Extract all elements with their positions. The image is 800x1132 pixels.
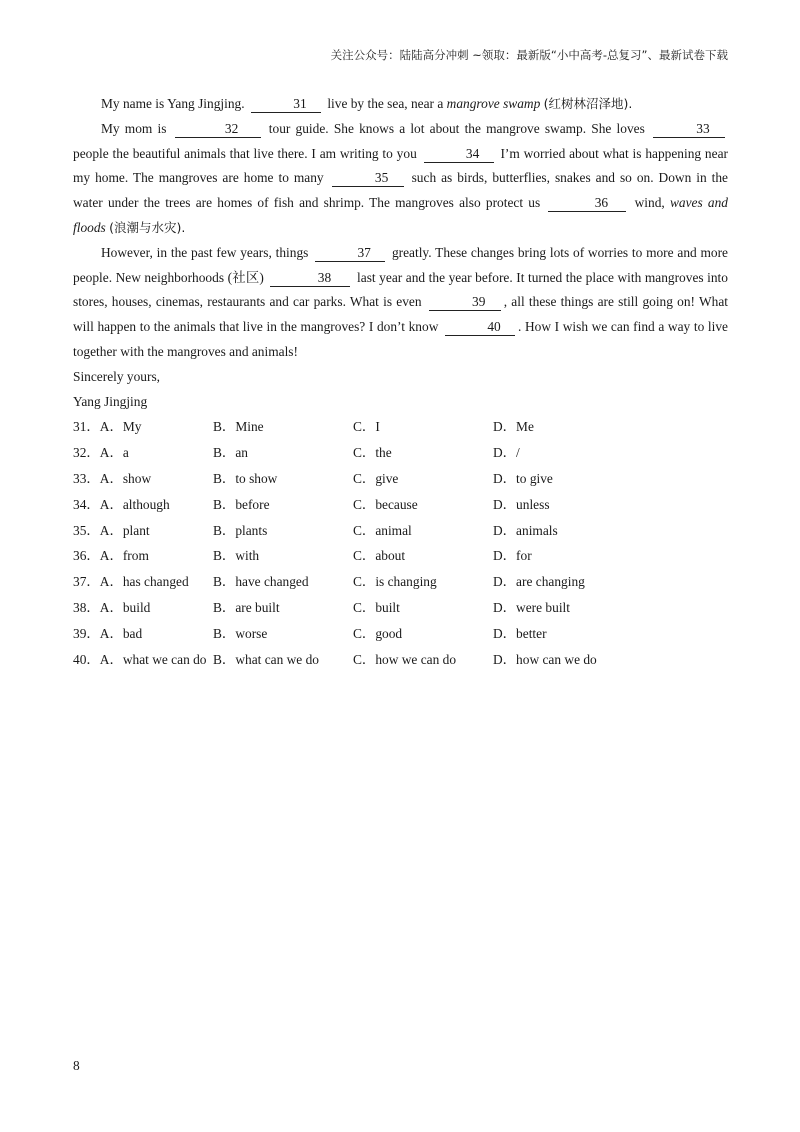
text: However, in the past few years, things (101, 244, 309, 260)
blank-33: 33 (653, 121, 725, 138)
option-c: C．the (353, 444, 392, 460)
question-row (73, 621, 733, 647)
paragraph-1 (73, 92, 728, 117)
text: such as birds, butterflies, snakes and so on. Down in the water under the trees are homes of fish and shrimp. The mangroves also protect us (73, 170, 728, 211)
option-a: 31．A．My (73, 419, 142, 434)
option-d: D．how can we do (493, 652, 597, 668)
passage (73, 92, 728, 414)
option-c: C．about (353, 548, 406, 564)
option-c: C．give (353, 470, 399, 486)
text: tour guide. She knows a lot about the mangrove swamp. She loves (268, 120, 645, 136)
option-b: B．worse (213, 626, 268, 642)
blank-34: 34 (424, 146, 494, 163)
option-c: C．because (353, 496, 418, 512)
blank-39: 39 (429, 294, 501, 311)
option-d: D．better (493, 626, 547, 642)
option-c: C．how we can do (353, 652, 457, 668)
question-row (73, 543, 733, 569)
option-b: B．what can we do (213, 652, 319, 668)
option-a: 34．A．although (73, 496, 170, 512)
blank-37: 37 (315, 245, 385, 262)
text: , all these things are still going on! What will happen to the animals that live in the mangroves? I don’t know (73, 294, 728, 335)
option-d: D．were built (493, 600, 570, 616)
paragraph-2 (73, 117, 728, 241)
option-a: 39．A．bad (73, 626, 143, 642)
option-b: B．to show (213, 470, 278, 486)
question-row (73, 466, 733, 492)
option-c: C．good (353, 626, 403, 642)
option-a: 40．A．what we can do (73, 652, 207, 668)
option-b: B．with (213, 548, 260, 564)
option-a: 38．A．build (73, 600, 151, 616)
text: people the beautiful animals that live there. I am writing to you (73, 145, 417, 161)
option-a: 35．A．plant (73, 522, 150, 538)
option-d: D．Me (493, 419, 534, 434)
options-list (73, 414, 733, 673)
question-row (73, 569, 733, 595)
text: My mom is (101, 120, 167, 136)
blank-36: 36 (548, 195, 626, 212)
paragraph-3 (73, 241, 728, 365)
question-row (73, 647, 733, 673)
question-row (73, 414, 733, 440)
option-c: C．built (353, 600, 400, 616)
page-header: 关注公众号：陆陆高分冲刺 ~领取：最新版“小中高考-总复习”、最新试卷下载 (330, 48, 728, 62)
question-row (73, 595, 733, 621)
option-c: C．animal (353, 522, 412, 538)
option-a: 37．A．has changed (73, 574, 189, 590)
option-a: 36．A．from (73, 548, 149, 564)
blank-38: 38 (270, 270, 350, 287)
option-c: C．is changing (353, 574, 437, 590)
option-b: B．before (213, 496, 270, 512)
chinese-gloss: (红树林沼泽地). (543, 96, 633, 111)
chinese-gloss: (浪潮与水灾). (109, 219, 186, 235)
option-b: B．plants (213, 522, 268, 538)
text: My name is Yang Jingjing. (101, 96, 245, 111)
option-b: B．an (213, 444, 248, 460)
option-a: 32．A．a (73, 444, 129, 460)
text: live by the sea, near a (327, 96, 444, 111)
text: I’m worried about what is happening near my home. The mangroves are home to many (73, 145, 728, 186)
option-d: D．are changing (493, 574, 585, 590)
option-d: D．unless (493, 496, 550, 512)
question-row (73, 518, 733, 544)
option-d: D．animals (493, 522, 558, 538)
text: greatly. These changes bring lots of worries to more and more people. New neighborhoods (社区) (73, 244, 729, 285)
option-d: D．for (493, 548, 532, 564)
text: wind, (634, 195, 665, 211)
text: . How I wish we can find a way to live together with the mangroves and animals! (73, 319, 728, 359)
term-italic: mangrove swamp (446, 96, 541, 111)
option-b: B．have changed (213, 574, 309, 590)
option-c: C．I (353, 419, 380, 434)
text: last year and the year before. It turned the place with mangroves into stores, houses, cinemas, restaurants and car parks. What is even (73, 269, 728, 310)
option-a: 33．A．show (73, 470, 152, 486)
blank-35: 35 (332, 170, 404, 187)
question-row (73, 440, 733, 466)
closing: Sincerely yours, (73, 368, 161, 384)
term-italic: waves and floods (73, 195, 728, 235)
page-number: 8 (73, 1058, 80, 1073)
blank-40: 40 (445, 319, 515, 336)
option-b: B．are built (213, 600, 280, 616)
option-d: D．/ (493, 444, 520, 460)
option-b: B．Mine (213, 419, 264, 434)
blank-31: 31 (251, 96, 321, 113)
option-d: D．to give (493, 470, 553, 486)
signature: Yang Jingjing (73, 393, 148, 409)
question-row (73, 492, 733, 518)
blank-32: 32 (175, 121, 261, 138)
